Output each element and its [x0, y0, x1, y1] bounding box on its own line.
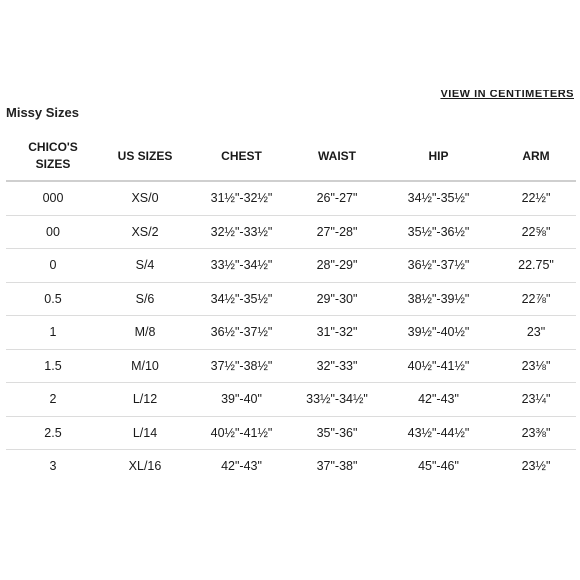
cell-arm: 23": [496, 316, 576, 350]
cell-arm: 23¼": [496, 383, 576, 417]
cell-us-size: XS/2: [100, 215, 190, 249]
cell-chest: 37½"-38½": [190, 349, 293, 383]
table-row: [6, 349, 576, 383]
cell-waist: 33½"-34½": [293, 383, 381, 417]
column-header-hip: HIP: [381, 132, 496, 181]
cell-waist: 32"-33": [293, 349, 381, 383]
cell-waist: 27"-28": [293, 215, 381, 249]
column-header-chicos-sizes: [6, 132, 100, 181]
table-row: [6, 249, 576, 283]
cell-waist: 29"-30": [293, 282, 381, 316]
section-title: Missy Sizes: [6, 105, 79, 120]
cell-us-size: L/14: [100, 416, 190, 450]
cell-hip: 38½"-39½": [381, 282, 496, 316]
table-row: [6, 383, 576, 417]
column-header-waist: WAIST: [293, 132, 381, 181]
cell-arm: 22⅝": [496, 215, 576, 249]
cell-hip: 40½"-41½": [381, 349, 496, 383]
table-row: [6, 181, 576, 215]
cell-chicos-size: 1: [6, 316, 100, 350]
cell-chest: 39"-40": [190, 383, 293, 417]
cell-us-size: M/8: [100, 316, 190, 350]
cell-us-size: M/10: [100, 349, 190, 383]
table-row: [6, 316, 576, 350]
cell-us-size: XS/0: [100, 181, 190, 215]
cell-arm: 23½": [521, 459, 551, 474]
view-in-centimeters-link[interactable]: VIEW IN CENTIMETERS: [440, 90, 574, 100]
cell-chest: 32½"-33½": [190, 215, 293, 249]
cell-waist: 28"-29": [293, 249, 381, 283]
cell-waist: 26"-27": [293, 181, 381, 215]
cell-chicos-size: 0.5: [6, 282, 100, 316]
cell-chicos-size: 3: [49, 459, 57, 474]
cell-chest: 33½"-34½": [190, 249, 293, 283]
column-header-us-sizes: US SIZES: [100, 132, 190, 181]
cell-hip: 39½"-40½": [381, 316, 496, 350]
cell-us-size: L/12: [100, 383, 190, 417]
cell-chicos-size: 0: [6, 249, 100, 283]
cell-hip: 45"-46": [418, 459, 459, 474]
cell-chest: 42"-43": [221, 459, 262, 474]
cell-waist: 31"-32": [293, 316, 381, 350]
cell-us-size: S/6: [100, 282, 190, 316]
cell-waist: 35"-36": [293, 416, 381, 450]
cell-arm: 22⅞": [496, 282, 576, 316]
cell-waist: 37"-38": [316, 459, 358, 474]
cell-arm: 22½": [496, 181, 576, 215]
cell-chicos-size: 000: [6, 181, 100, 215]
cell-hip: 34½"-35½": [381, 181, 496, 215]
table-row: [6, 215, 576, 249]
table-row: [6, 282, 576, 316]
cell-chest: 31½"-32½": [190, 181, 293, 215]
cell-us-size: XL/16: [128, 459, 162, 474]
cell-hip: 36½"-37½": [381, 249, 496, 283]
table-row: [6, 450, 576, 483]
table-row: [6, 416, 576, 450]
column-header-arm: ARM: [496, 132, 576, 181]
cell-chest: 36½"-37½": [190, 316, 293, 350]
cell-hip: 43½"-44½": [381, 416, 496, 450]
cell-chest: 40½"-41½": [190, 416, 293, 450]
column-header-chicos-line1: CHICO'S: [28, 140, 78, 154]
column-header-chest: CHEST: [190, 132, 293, 181]
cell-us-size: S/4: [100, 249, 190, 283]
cell-chest: 34½"-35½": [190, 282, 293, 316]
cell-chicos-size: 00: [6, 215, 100, 249]
cell-chicos-size: 1.5: [6, 349, 100, 383]
size-chart-table: [6, 132, 576, 483]
cell-hip: 35½"-36½": [381, 215, 496, 249]
cell-chicos-size: 2: [6, 383, 100, 417]
cell-arm: 22.75": [496, 249, 576, 283]
cell-chicos-size: 2.5: [6, 416, 100, 450]
cell-hip: 42"-43": [381, 383, 496, 417]
table-header-row: [6, 132, 576, 181]
cell-arm: 23⅛": [496, 349, 576, 383]
cell-arm: 23⅜": [496, 416, 576, 450]
column-header-chicos-line2: SIZES: [35, 157, 71, 171]
